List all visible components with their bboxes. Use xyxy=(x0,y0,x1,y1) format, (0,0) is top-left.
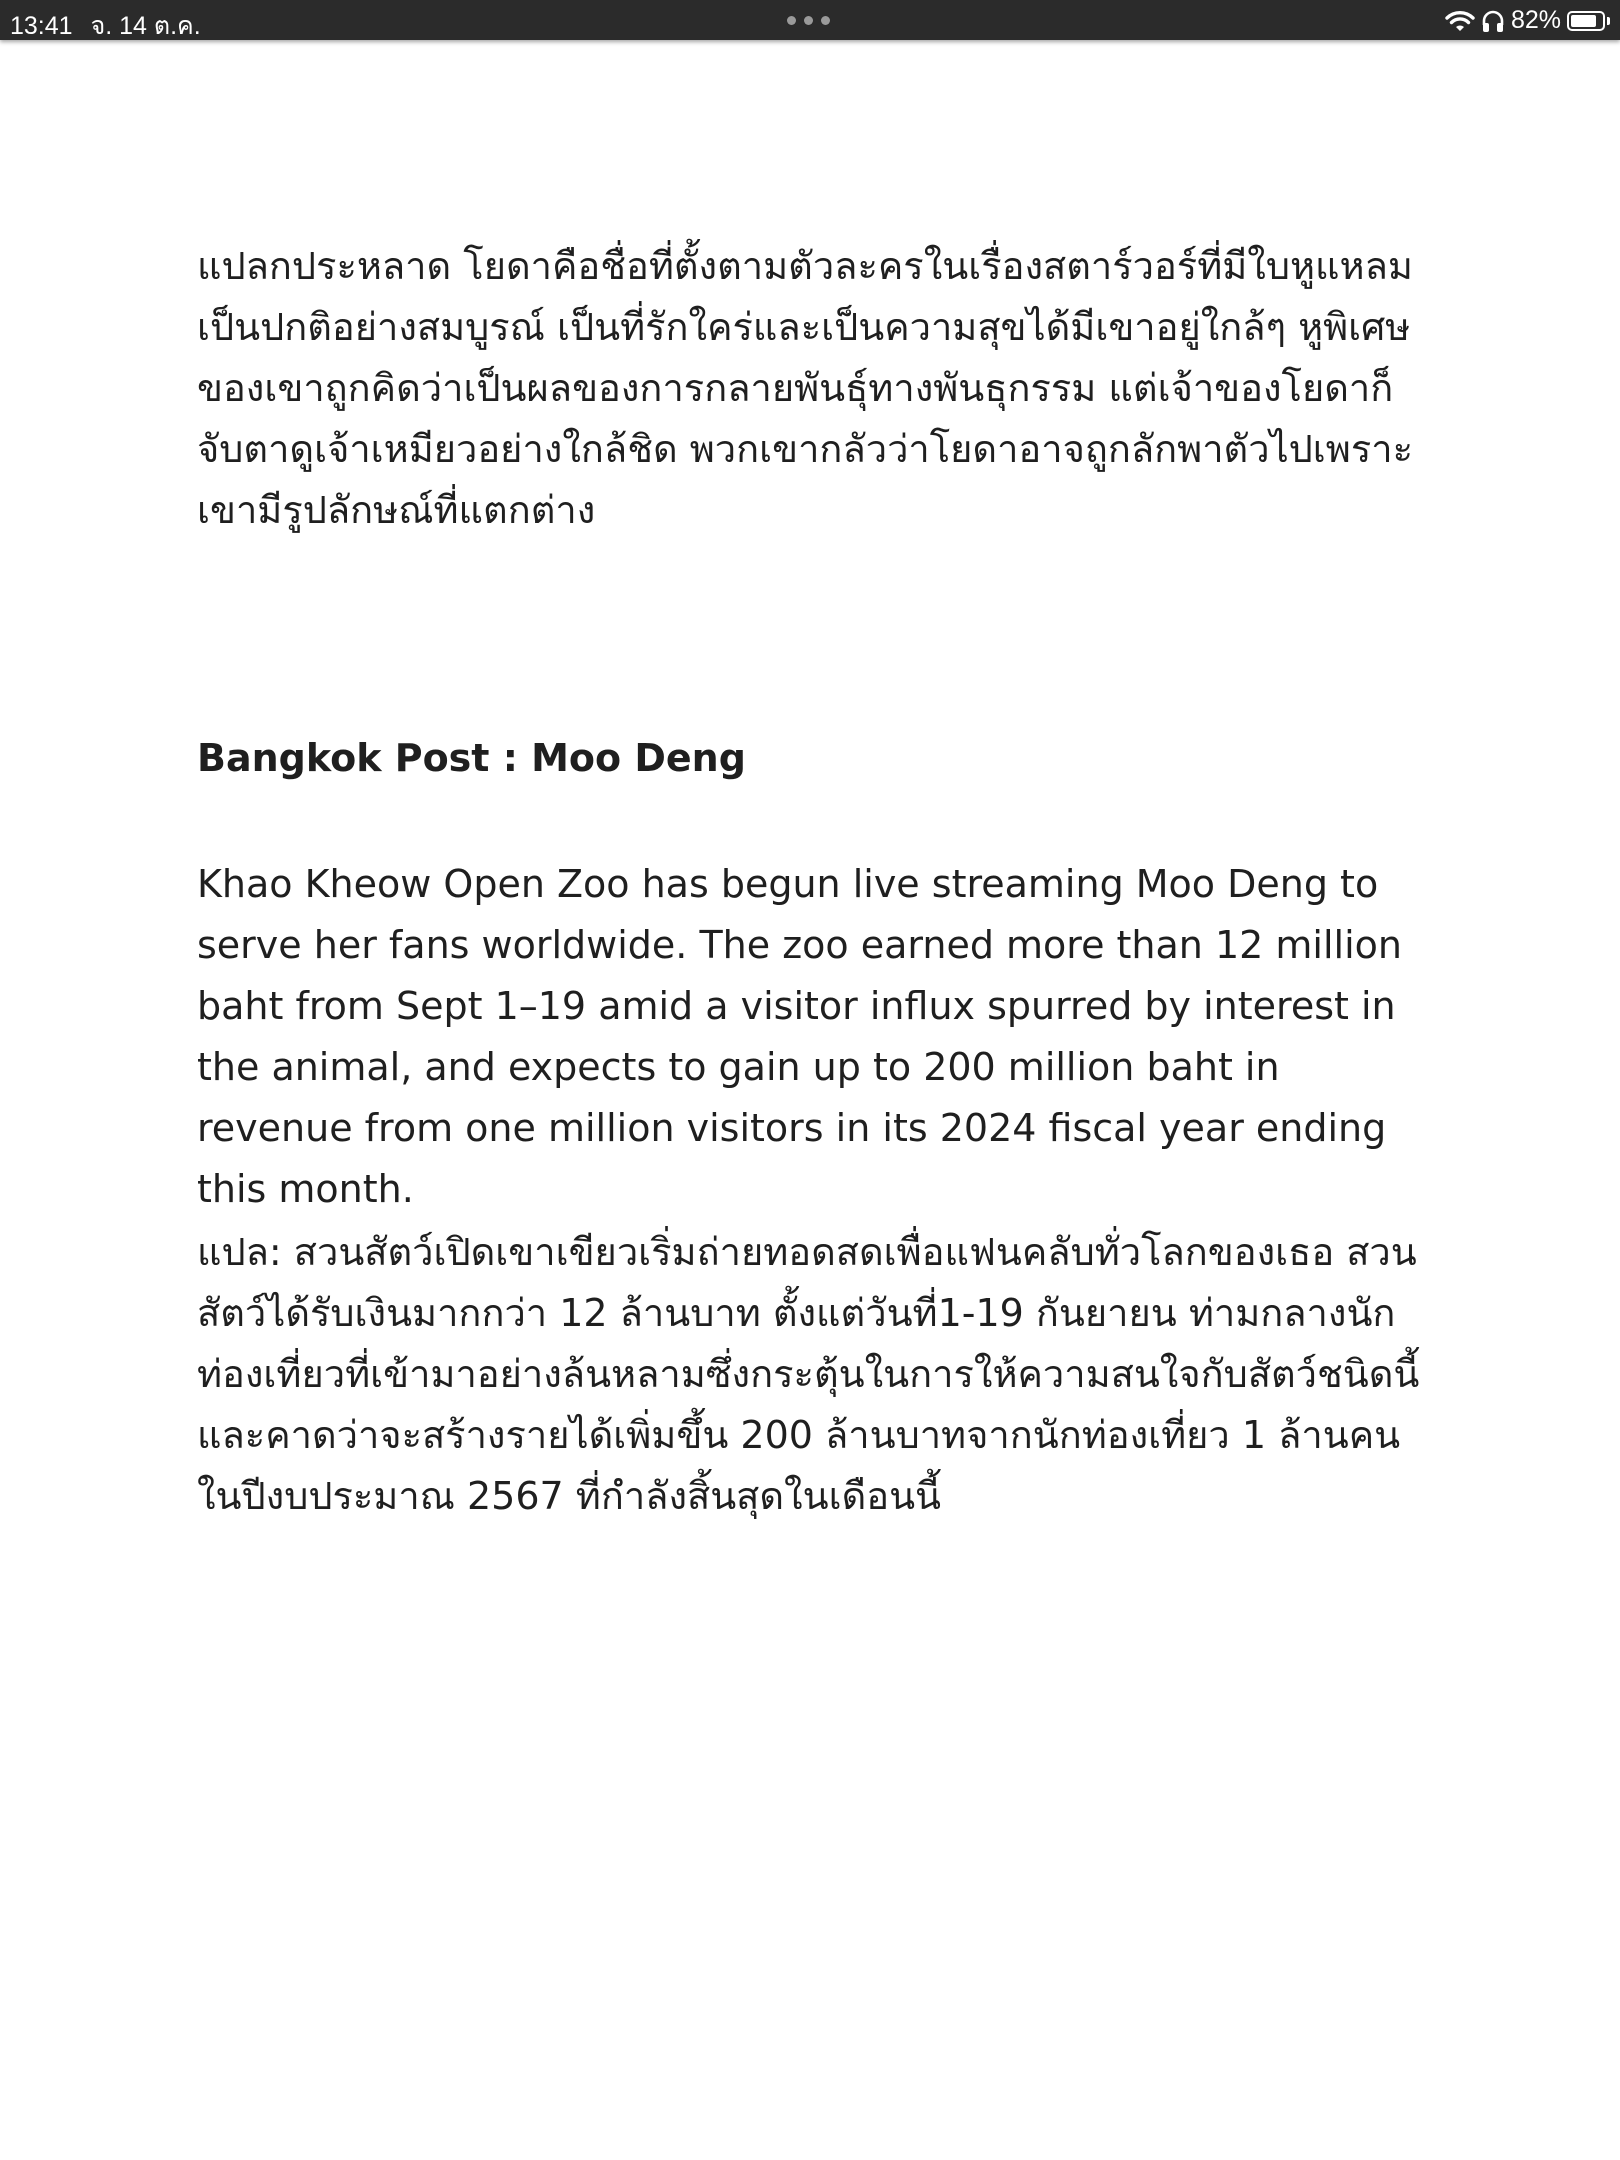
battery-percent: 82% xyxy=(1510,6,1561,34)
article-heading: Bangkok Post : Moo Deng xyxy=(197,736,746,780)
status-date: จ. 14 ต.ค. xyxy=(90,12,201,40)
thai-translation-paragraph: แปล: สวนสัตว์เปิดเขาเขียวเริ่มถ่ายทอดสดเพื่อแฟนคลับทั่วโลกของเธอ สวนสัตว์ได้รับเงินมากกว่า 12 ล้านบาท ตั้งแต่วันที่1-19 กันยายน ท่ามกลางนักท่องเที่ยวที่เข้ามาอย่างล้นหลามซึ่งกระตุ้นในการให้ความสนใจกับสัตว์ชนิดนี้ และคาดว่าจะสร้างรายได้เพิ่มขึ้น 200 ล้านบาทจากนักท่องเที่ยว 1 ล้านคน ในปีงบประมาณ 2567 ที่กำลังสิ้นสุดในเดือนนี้ xyxy=(197,1230,1420,1518)
battery-fill xyxy=(1571,15,1596,27)
english-paragraph: Khao Kheow Open Zoo has begun live streaming Moo Deng to serve her fans worldwide. The zoo earned more than 12 million baht from Sept 1–19 amid a visitor influx spurred by interest in the animal, and expects to gain up to 200 million baht in revenue from one million visitors in its 2024 fiscal year ending this month. xyxy=(197,862,1402,1211)
status-time-date xyxy=(10,6,201,46)
thai-paragraph-1: แปลกประหลาด โยดาคือชื่อที่ตั้งตามตัวละครในเรื่องสตาร์วอร์ที่มีใบหูแหลม เป็นปกติอย่างสมบูรณ์ เป็นที่รักใคร่และเป็นความสุขได้มีเขาอยู่ใกล้ๆ หูพิเศษของเขาถูกคิดว่าเป็นผลของการกลายพันธุ์ทางพันธุกรรม แต่เจ้าของโยดาก็จับตาดูเจ้าเหมียวอย่างใกล้ชิด พวกเขากลัวว่าโยดาอาจถูกลักพาตัวไปเพราะเขามีรูปลักษณ์ที่แตกต่าง xyxy=(197,244,1413,532)
headphones-icon xyxy=(1481,9,1505,33)
status-bar xyxy=(0,0,1620,40)
wifi-icon xyxy=(1445,9,1475,33)
battery-tip xyxy=(1607,17,1610,25)
status-time: 13:41 xyxy=(10,12,73,40)
status-indicators xyxy=(1445,6,1610,35)
battery-icon xyxy=(1567,11,1605,31)
more-dots-icon[interactable] xyxy=(787,16,831,26)
